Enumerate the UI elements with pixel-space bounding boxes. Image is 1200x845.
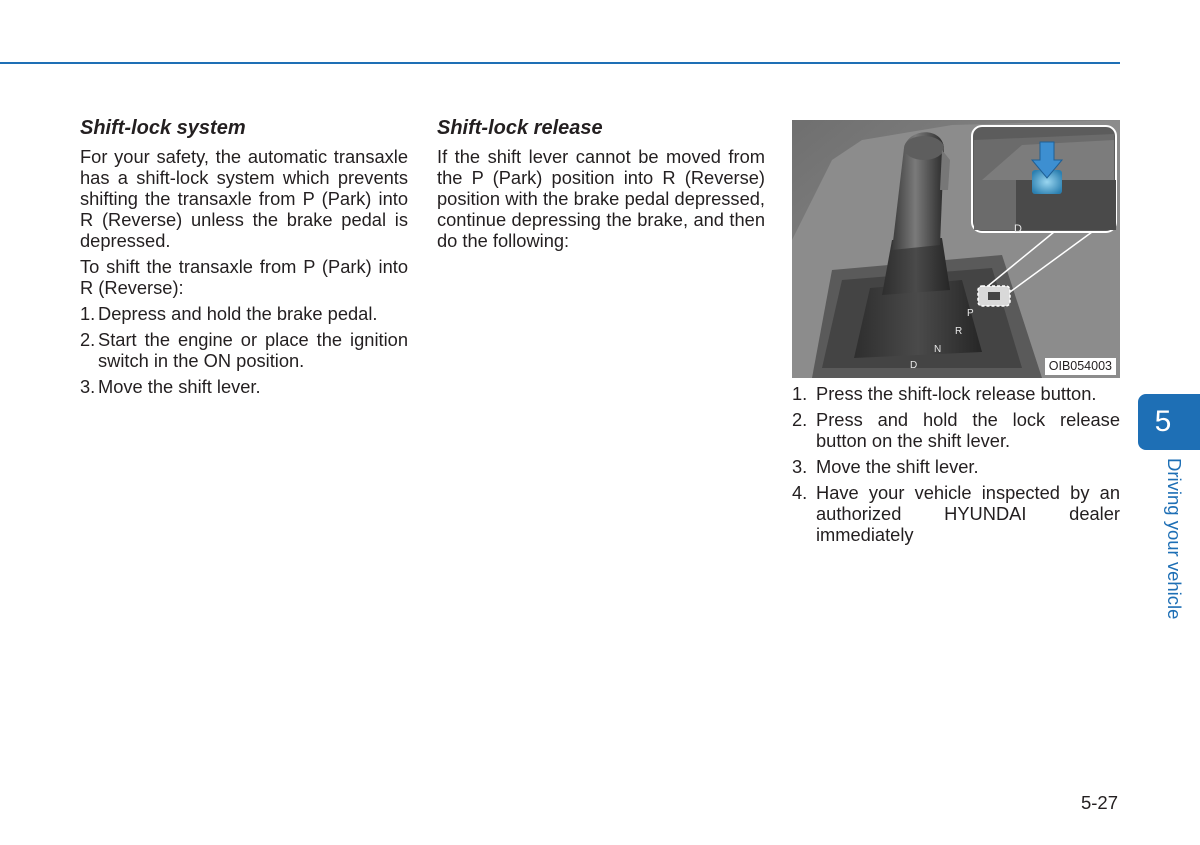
middle-column [437,116,765,256]
list-item [80,329,408,371]
step-text: Press and hold the lock release button on the shift lever. [816,409,1120,451]
step-text: Start the engine or place the ignition switch in the ON position. [98,329,408,371]
step-text: Move the shift lever. [816,456,979,477]
chapter-title: Driving your vehicle [1164,458,1185,620]
gear-letter-n: N [934,344,942,355]
gear-letter-d: D [910,360,918,371]
right-column [792,383,1120,550]
gear-letter-p: P [967,308,974,319]
gear-letter-r: R [955,326,963,337]
step-number: 2. [792,409,808,430]
chapter-number: 5 [1154,405,1172,438]
chapter-tab [1138,394,1200,450]
list-item [792,482,1120,545]
figure-code: OIB054003 [1045,358,1116,375]
step-number: 1. [80,303,96,324]
list-item [80,303,408,324]
shift-lever-photo [792,120,1120,378]
svg-text:D: D [1014,223,1022,235]
top-rule [0,62,1120,64]
list-item [792,456,1120,477]
paragraph-release: If the shift lever cannot be moved from the P (Park) position into R (Reverse) position with the brake pedal depressed, continue depressing the brake, and then do the following: [437,146,765,251]
step-text: Have your vehicle inspected by an authorized HYUNDAI dealer immediately [816,482,1120,545]
step-text: Move the shift lever. [98,376,261,397]
step-number: 2. [80,329,96,350]
steps-list-left [80,303,408,397]
section-heading-shift-lock-release: Shift-lock release [437,117,603,139]
section-heading-shift-lock-system: Shift-lock system [80,117,246,139]
page-number: 5-27 [1080,792,1118,813]
paragraph-intro: For your safety, the automatic transaxle has a shift-lock system which prevents shifting the transaxle from P (Park) into R (Reverse) unless the brake pedal is depressed. [80,146,408,251]
list-item [792,409,1120,451]
steps-list-right [792,383,1120,545]
step-number: 3. [792,456,808,477]
left-column [80,116,408,402]
step-text: Depress and hold the brake pedal. [98,303,378,324]
paragraph-instruction: To shift the transaxle from P (Park) into R (Reverse): [80,256,408,298]
step-number: 1. [792,383,808,404]
step-number: 4. [792,482,808,503]
list-item [80,376,408,397]
step-text: Press the shift-lock release button. [816,383,1097,404]
step-number: 3. [80,376,96,397]
list-item [792,383,1120,404]
shift-lever-illustration [792,120,1120,378]
